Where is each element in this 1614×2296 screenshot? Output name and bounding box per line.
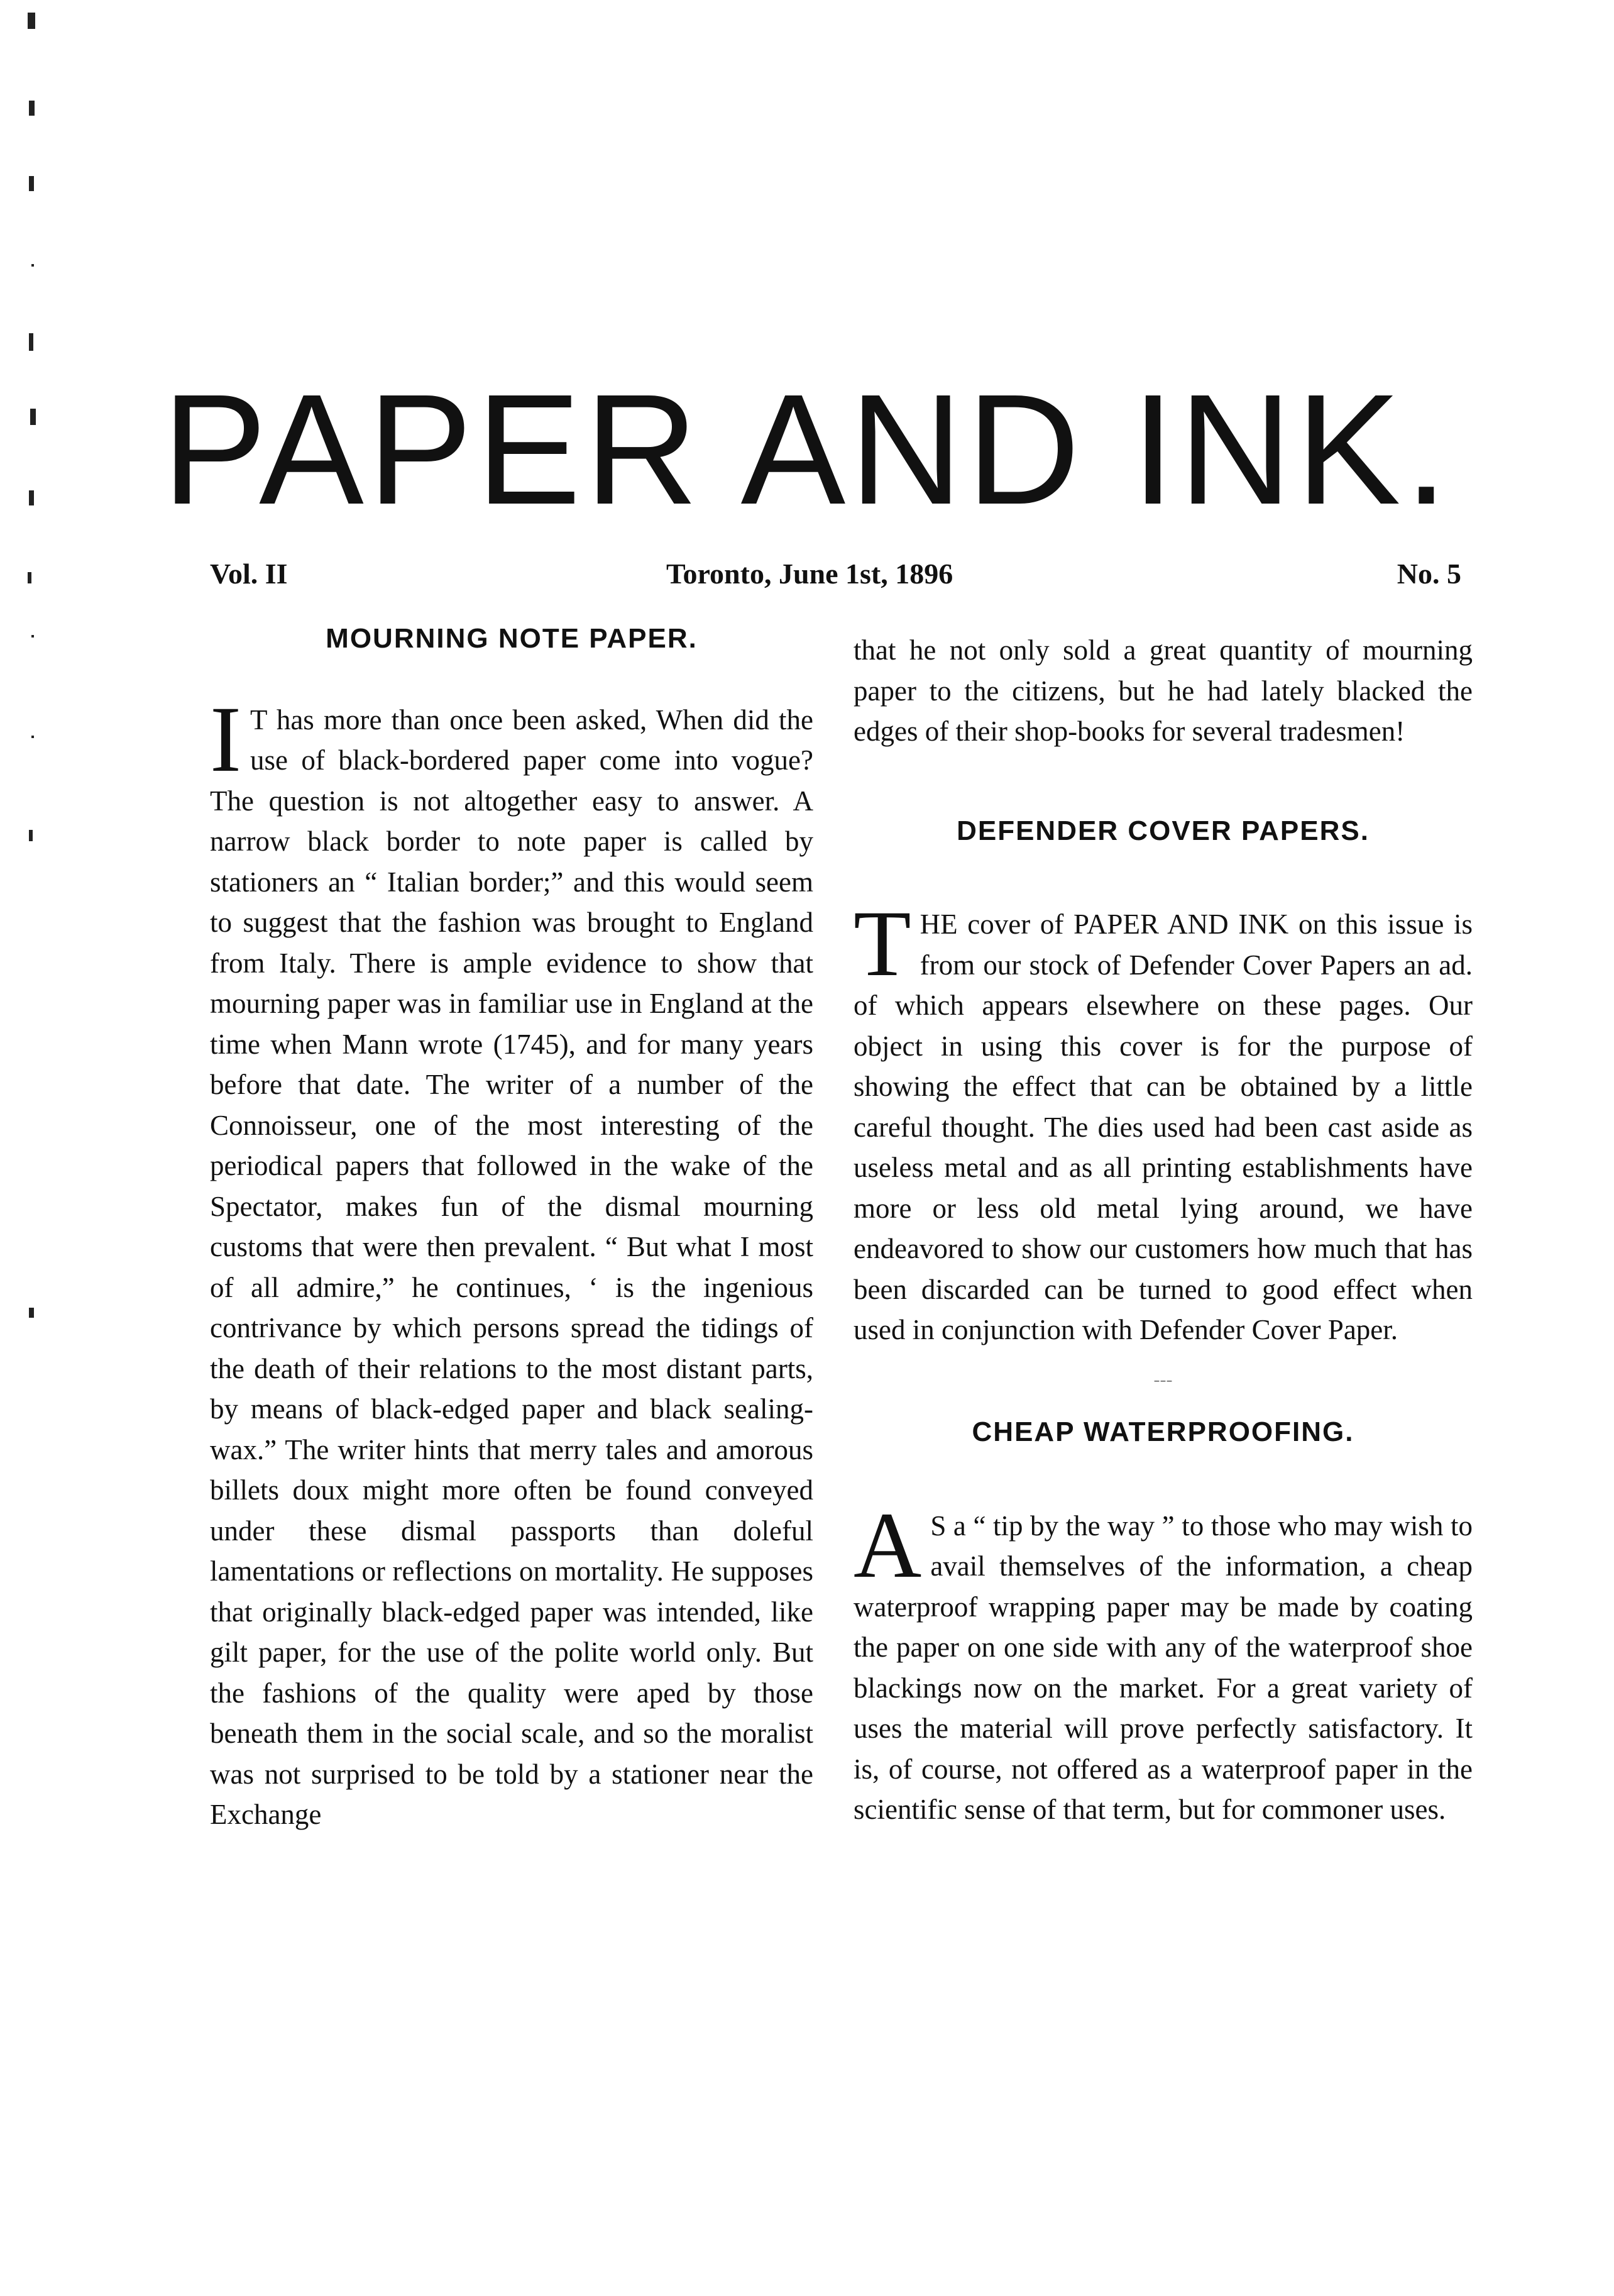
article-text: HE cover of PAPER AND INK on this issue is from our stock of Defender Cover Papers an ad. of which appears elsewhere on these pages. Our object in using this cover is for the purpose of showing the effect that can be obtained by a little careful thought. The dies used had been cast aside as useless metal and as all printing establishments have more or less old metal lying around, we have endeavored to show our customers how much that has been discarded can be turned to good effect when used in conjunction with Defender Cover Paper. bbox=[854, 908, 1473, 1346]
margin-speck bbox=[29, 101, 35, 116]
margin-speck bbox=[31, 736, 34, 738]
right-column bbox=[854, 622, 1473, 1830]
masthead-title: PAPER AND INK. bbox=[162, 362, 1452, 537]
left-column bbox=[210, 622, 813, 1835]
margin-specks bbox=[19, 0, 44, 2296]
margin-speck bbox=[28, 572, 31, 583]
section-divider: --- bbox=[1153, 1369, 1173, 1390]
margin-speck bbox=[29, 830, 33, 841]
volume-label: Vol. II bbox=[210, 558, 288, 590]
margin-speck bbox=[31, 264, 34, 267]
article-body bbox=[210, 687, 813, 1835]
margin-speck bbox=[29, 333, 33, 351]
article-body bbox=[854, 891, 1473, 1350]
drop-cap: I bbox=[210, 687, 241, 792]
issue-number: No. 5 bbox=[1397, 558, 1461, 590]
article-heading: CHEAP WATERPROOFING. bbox=[972, 1416, 1354, 1447]
article-body bbox=[854, 1493, 1473, 1830]
article-text: S a “ tip by the way ” to those who may wish to avail themselves of the information, a cheap waterproof wrapping paper may be made by coating the paper on one side with any of the waterproof shoe blackings now on the market. For a great variety of uses the material will prove perfectly satisfactory. It is, of course, not offered as a waterproof paper in the scientific sense of that term, but for commoner uses. bbox=[854, 1510, 1473, 1826]
article-text: T has more than once been asked, When did the use of black-bordered paper come into vogue? The question is not altogether easy to answer. A narrow black border to note paper is called by stationers an “ Italian border;” and this would seem to suggest that the fashion was brought to England from Italy. There is ample evidence to show that mourning paper was in familiar use in England at the time when Mann wrote (1745), and for many years before that date. The writer of a number of the Connoisseur, one of the most interesting of the periodical papers that followed in the wake of the Spectator, makes fun of the dismal mourning customs that were then prevalent. “ But what I most of all admire,” he continues, ‘ is the ingenious contrivance by which persons spread the tidings of the death of their relations to the most distant parts, by means of black-edged paper and black sealing-wax.” The writer hints that merry tales and amorous billets doux might more often be found conveyed under these dismal passports than doleful lamentations or reflections on mortality. He supposes that originally black-edged paper was intended, like gilt paper, for the use of the polite world only. But the fashions of the quality were aped by those beneath them in the social scale, and so the moralist was not surprised to be told by a stationer near the Exchange bbox=[210, 704, 813, 1831]
drop-cap: A bbox=[854, 1493, 922, 1598]
article-continuation: that he not only sold a great quantity of mourning paper to the citizens, but he had lately blacked the edges of their shop-books for several tradesmen! bbox=[854, 634, 1473, 747]
article-heading: DEFENDER COVER PAPERS. bbox=[957, 815, 1370, 846]
margin-speck bbox=[29, 176, 34, 191]
margin-speck bbox=[31, 635, 34, 637]
drop-cap: T bbox=[854, 891, 911, 996]
margin-speck bbox=[28, 13, 35, 29]
dateline: Toronto, June 1st, 1896 bbox=[666, 558, 953, 590]
margin-speck bbox=[29, 1308, 34, 1318]
article-heading: MOURNING NOTE PAPER. bbox=[326, 623, 698, 654]
